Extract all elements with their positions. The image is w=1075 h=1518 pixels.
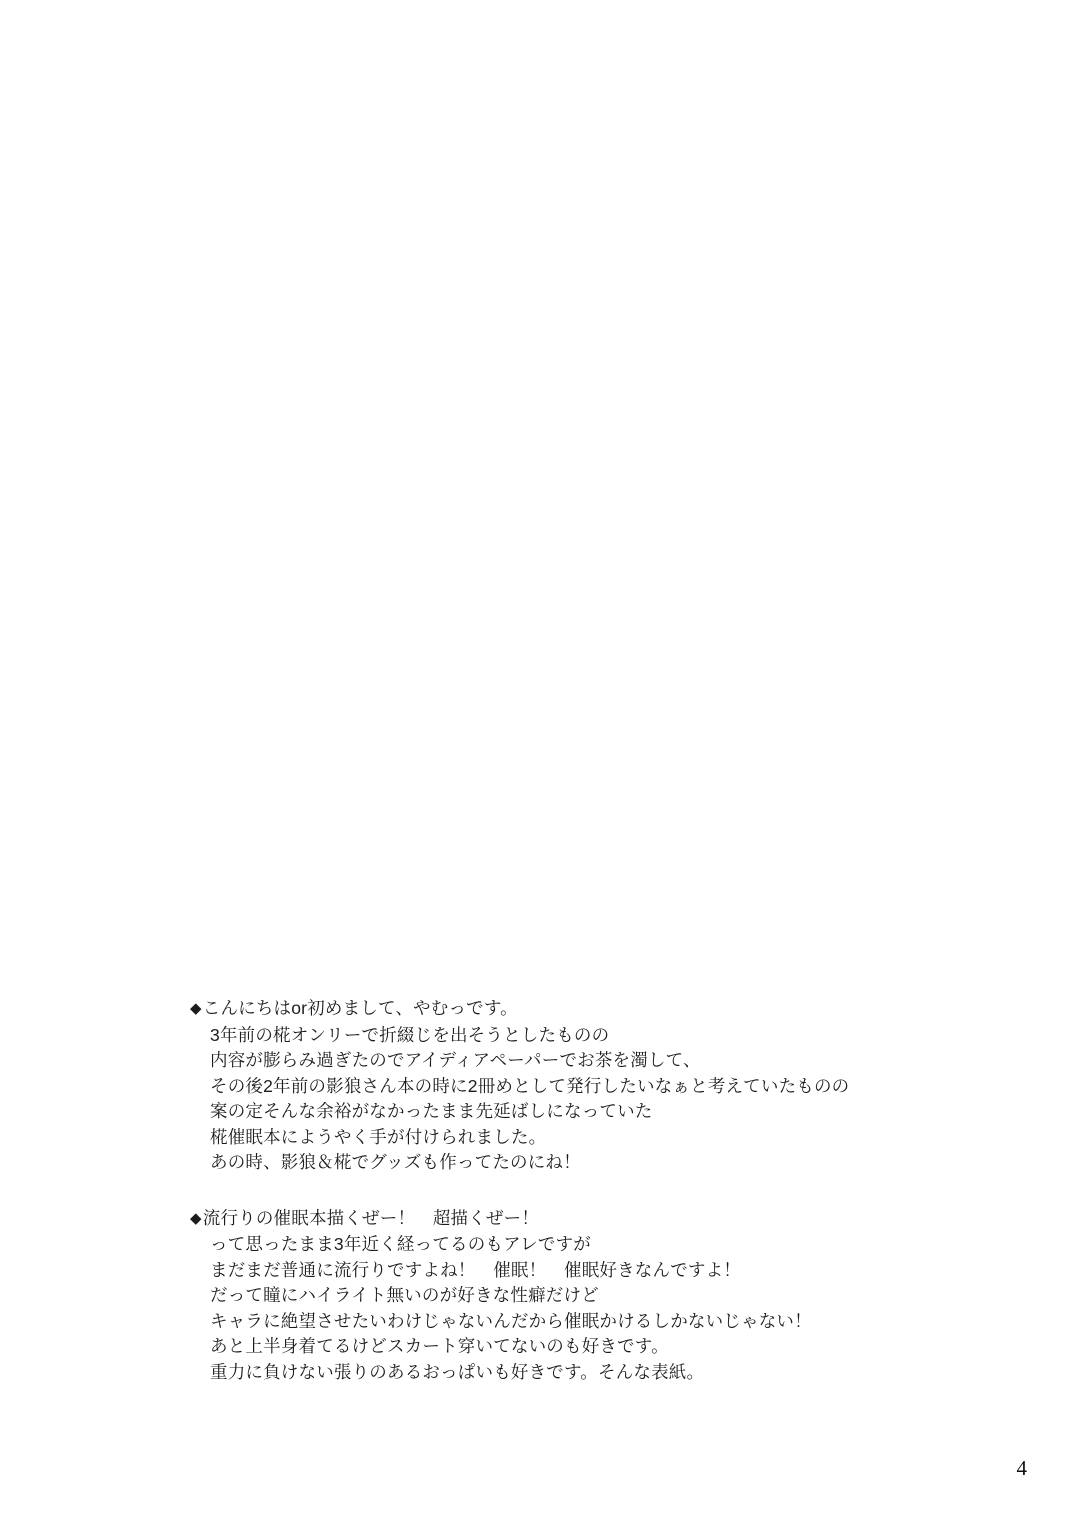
bullet-icon: ◆ (190, 1209, 202, 1227)
afterword-line-text: こんにちはor初めまして、やむっです。 (202, 998, 518, 1018)
afterword-line (190, 1206, 970, 1233)
afterword-line: だって瞳にハイライト無いのが好きな性癖だけど (210, 1285, 599, 1305)
bullet-icon: ◆ (190, 1000, 202, 1017)
afterword-line: その後2年前の影狼さん本の時に2冊めとして発行したいなぁと考えていたものの (210, 1075, 850, 1096)
afterword-line: まだまだ普通に流行りですよね！ 催眠！ 催眠好きなんですよ！ (210, 1259, 741, 1280)
afterword-line: って思ったまま3年近く経ってるのもアレですが (210, 1234, 591, 1254)
afterword-text-area (190, 996, 970, 1385)
afterword-line: 3年前の椛オンリーで折綴じを出そうとしたものの (210, 1024, 610, 1045)
afterword-line: あの時、影狼＆椛でグッズも作ってたのにね！ (210, 1152, 581, 1172)
afterword-block-hypnosis-talk (190, 1206, 970, 1386)
afterword-line: あと上半身着てるけどスカート穿いてないのも好きです。 (210, 1336, 669, 1356)
afterword-line-text: 流行りの催眠本描くぜー！ 超描くぜー！ (202, 1207, 540, 1228)
afterword-line: 椛催眠本にようやく手が付けられました。 (210, 1126, 547, 1147)
afterword-line (190, 996, 970, 1023)
afterword-line: キャラに絶望させたいわけじゃないんだから催眠かけるしかないじゃない！ (210, 1310, 812, 1331)
afterword-line: 内容が膨らみ過ぎたのでアイディアペーパーでお茶を濁して、 (210, 1050, 701, 1070)
page-number: 4 (1016, 1456, 1027, 1480)
afterword-line: 重力に負けない張りのあるおっぱいも好きです。そんな表紙。 (210, 1361, 705, 1382)
afterword-line: 案の定そんな余裕がなかったまま先延ばしになっていた (210, 1101, 653, 1121)
afterword-block-greeting (190, 996, 970, 1176)
